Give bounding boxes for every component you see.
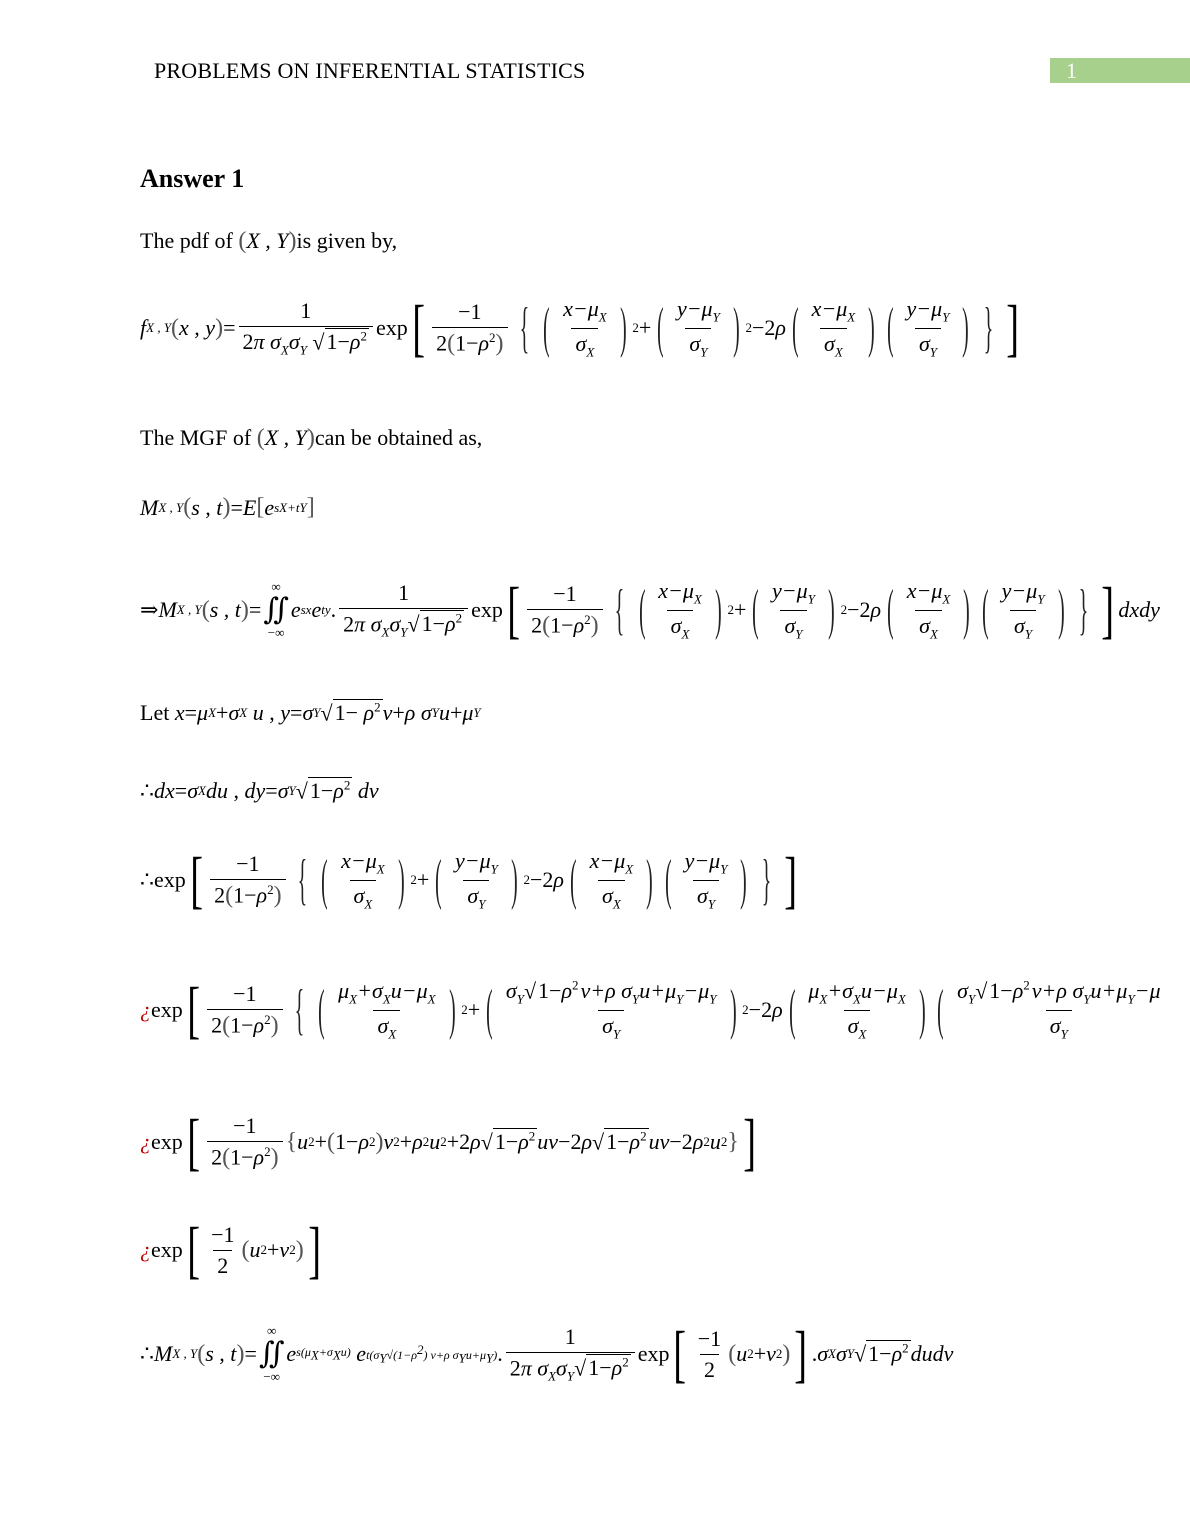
mgf-definition-equation: M X , Y ( s , t ) = E [ e sX+tY ]	[140, 494, 315, 520]
running-header: PROBLEMS ON INFERENTIAL STATISTICS	[154, 58, 586, 83]
mgf-integral-equation: ⇒ M X , Y ( s , t ) = ∞ ∬ −∞ e sx e ty . $\frac{1}{2\pi \sigma_X\sigma_Y√1-\rho^2}$ exp [ $\frac{-1}{2(1-\rho^2)}$ { ( $\frac{x-\mu_X}{\sigma_X}$ ) 2 + ( $\frac{y-\mu_Y}{\sigma_Y}$ ) 2 −2ρ ( $\frac{x-\mu_X}{\sigma_X}$ ) ( $\frac{y-\mu_Y}{\sigma_Y}$ ) } ] dxdy	[140, 574, 1160, 645]
pdf-intro-paragraph: The pdf of (X , Y)is given by,	[140, 228, 398, 254]
exp-simplified-expression: ¿ exp [ $\frac{-1}{2}$ ( u 2 + v 2 ) ]	[140, 1214, 321, 1285]
pdf-equation: f X , Y ( x , y ) = $\frac{1}{2\pi \sigma_X\sigma_Y √1-\rho^2}$ exp [ $\frac{-1}{2(1-\rho^2)}$ { ( $\frac{x-\mu_X}{\sigma_X}$ ) 2 + ( $\frac{y-\mu_Y}{\sigma_Y}$ ) 2 −2ρ ( $\frac{x-\mu_X}{\sigma_X}$ ) ( $\frac{y-\mu_Y}{\sigma_Y}$ ) } ]	[140, 292, 1020, 363]
double-integral-symbol: ∞ ∬ −∞	[258, 1323, 285, 1384]
final-mgf-equation: ∴ M X , Y ( s , t ) = ∞ ∬ −∞ e $s(\mu_X+\sigma_Xu)$ e $t(\sigma_Y√(1-\rho^2)$ v+ρ $\sigma_Yu+\mu_Y$) . $\frac{1}{2\pi \sigma_X\sigma_Y√1-\rho^2}$ exp [ $\frac{-1}{2}$ ( u 2 + v 2 ) ] . σ X σ Y $√1-\rho^2$ dudv	[140, 1318, 954, 1389]
substitution-equation: Let x = μ X + σ X u , y = σ Y $√1- \rho^2$ v + ρ σ Y u + μ Y	[140, 700, 481, 726]
page-number-badge: 1	[1050, 58, 1190, 83]
differentials-equation: ∴ dx = σ X du , dy = σ Y $√1-\rho^2$ dv	[140, 778, 379, 804]
exp-substituted-expression: ¿ exp [ $\frac{-1}{2(1-\rho^2)}$ { ( $\frac{\mu_X+\sigma_Xu-\mu_X}{\sigma_X}$ ) 2 + ( $\frac{\sigma_Y√1-\rho^2v+\rho \sigma_Yu+\mu_Y-\mu_Y}{\sigma_Y}$ ) 2 −2ρ ( $\frac{\mu_X+\sigma_Xu-\mu_X}{\sigma_X}$ ) ( $\frac{\sigma_Y√1-\rho^2v+\rho \sigma_Yu+\mu_Y-\mu}{\sigma_Y}$	[140, 978, 1161, 1043]
exp-expression: ∴ exp [ $\frac{-1}{2(1-\rho^2)}$ { ( $\frac{x-\mu_X}{\sigma_X}$ ) 2 + ( $\frac{y-\mu_Y}{\sigma_Y}$ ) 2 −2ρ ( $\frac{x-\mu_X}{\sigma_X}$ ) ( $\frac{y-\mu_Y}{\sigma_Y}$ ) } ]	[140, 844, 798, 915]
mgf-intro-paragraph: The MGF of (X , Y)can be obtained as,	[140, 425, 483, 451]
exp-expanded-expression: ¿ exp [ $\frac{-1}{2(1-\rho^2)}$ { u 2 + ( 1− ρ 2 ) v 2 + ρ 2 u 2 +2 ρ $√1-\rho^2$ uv −2 ρ $√1-\rho^2$ uv −2 ρ 2 u 2 } ]	[140, 1106, 756, 1177]
answer-heading: Answer 1	[140, 164, 245, 193]
double-integral-symbol: ∞ ∬ −∞	[263, 579, 289, 640]
